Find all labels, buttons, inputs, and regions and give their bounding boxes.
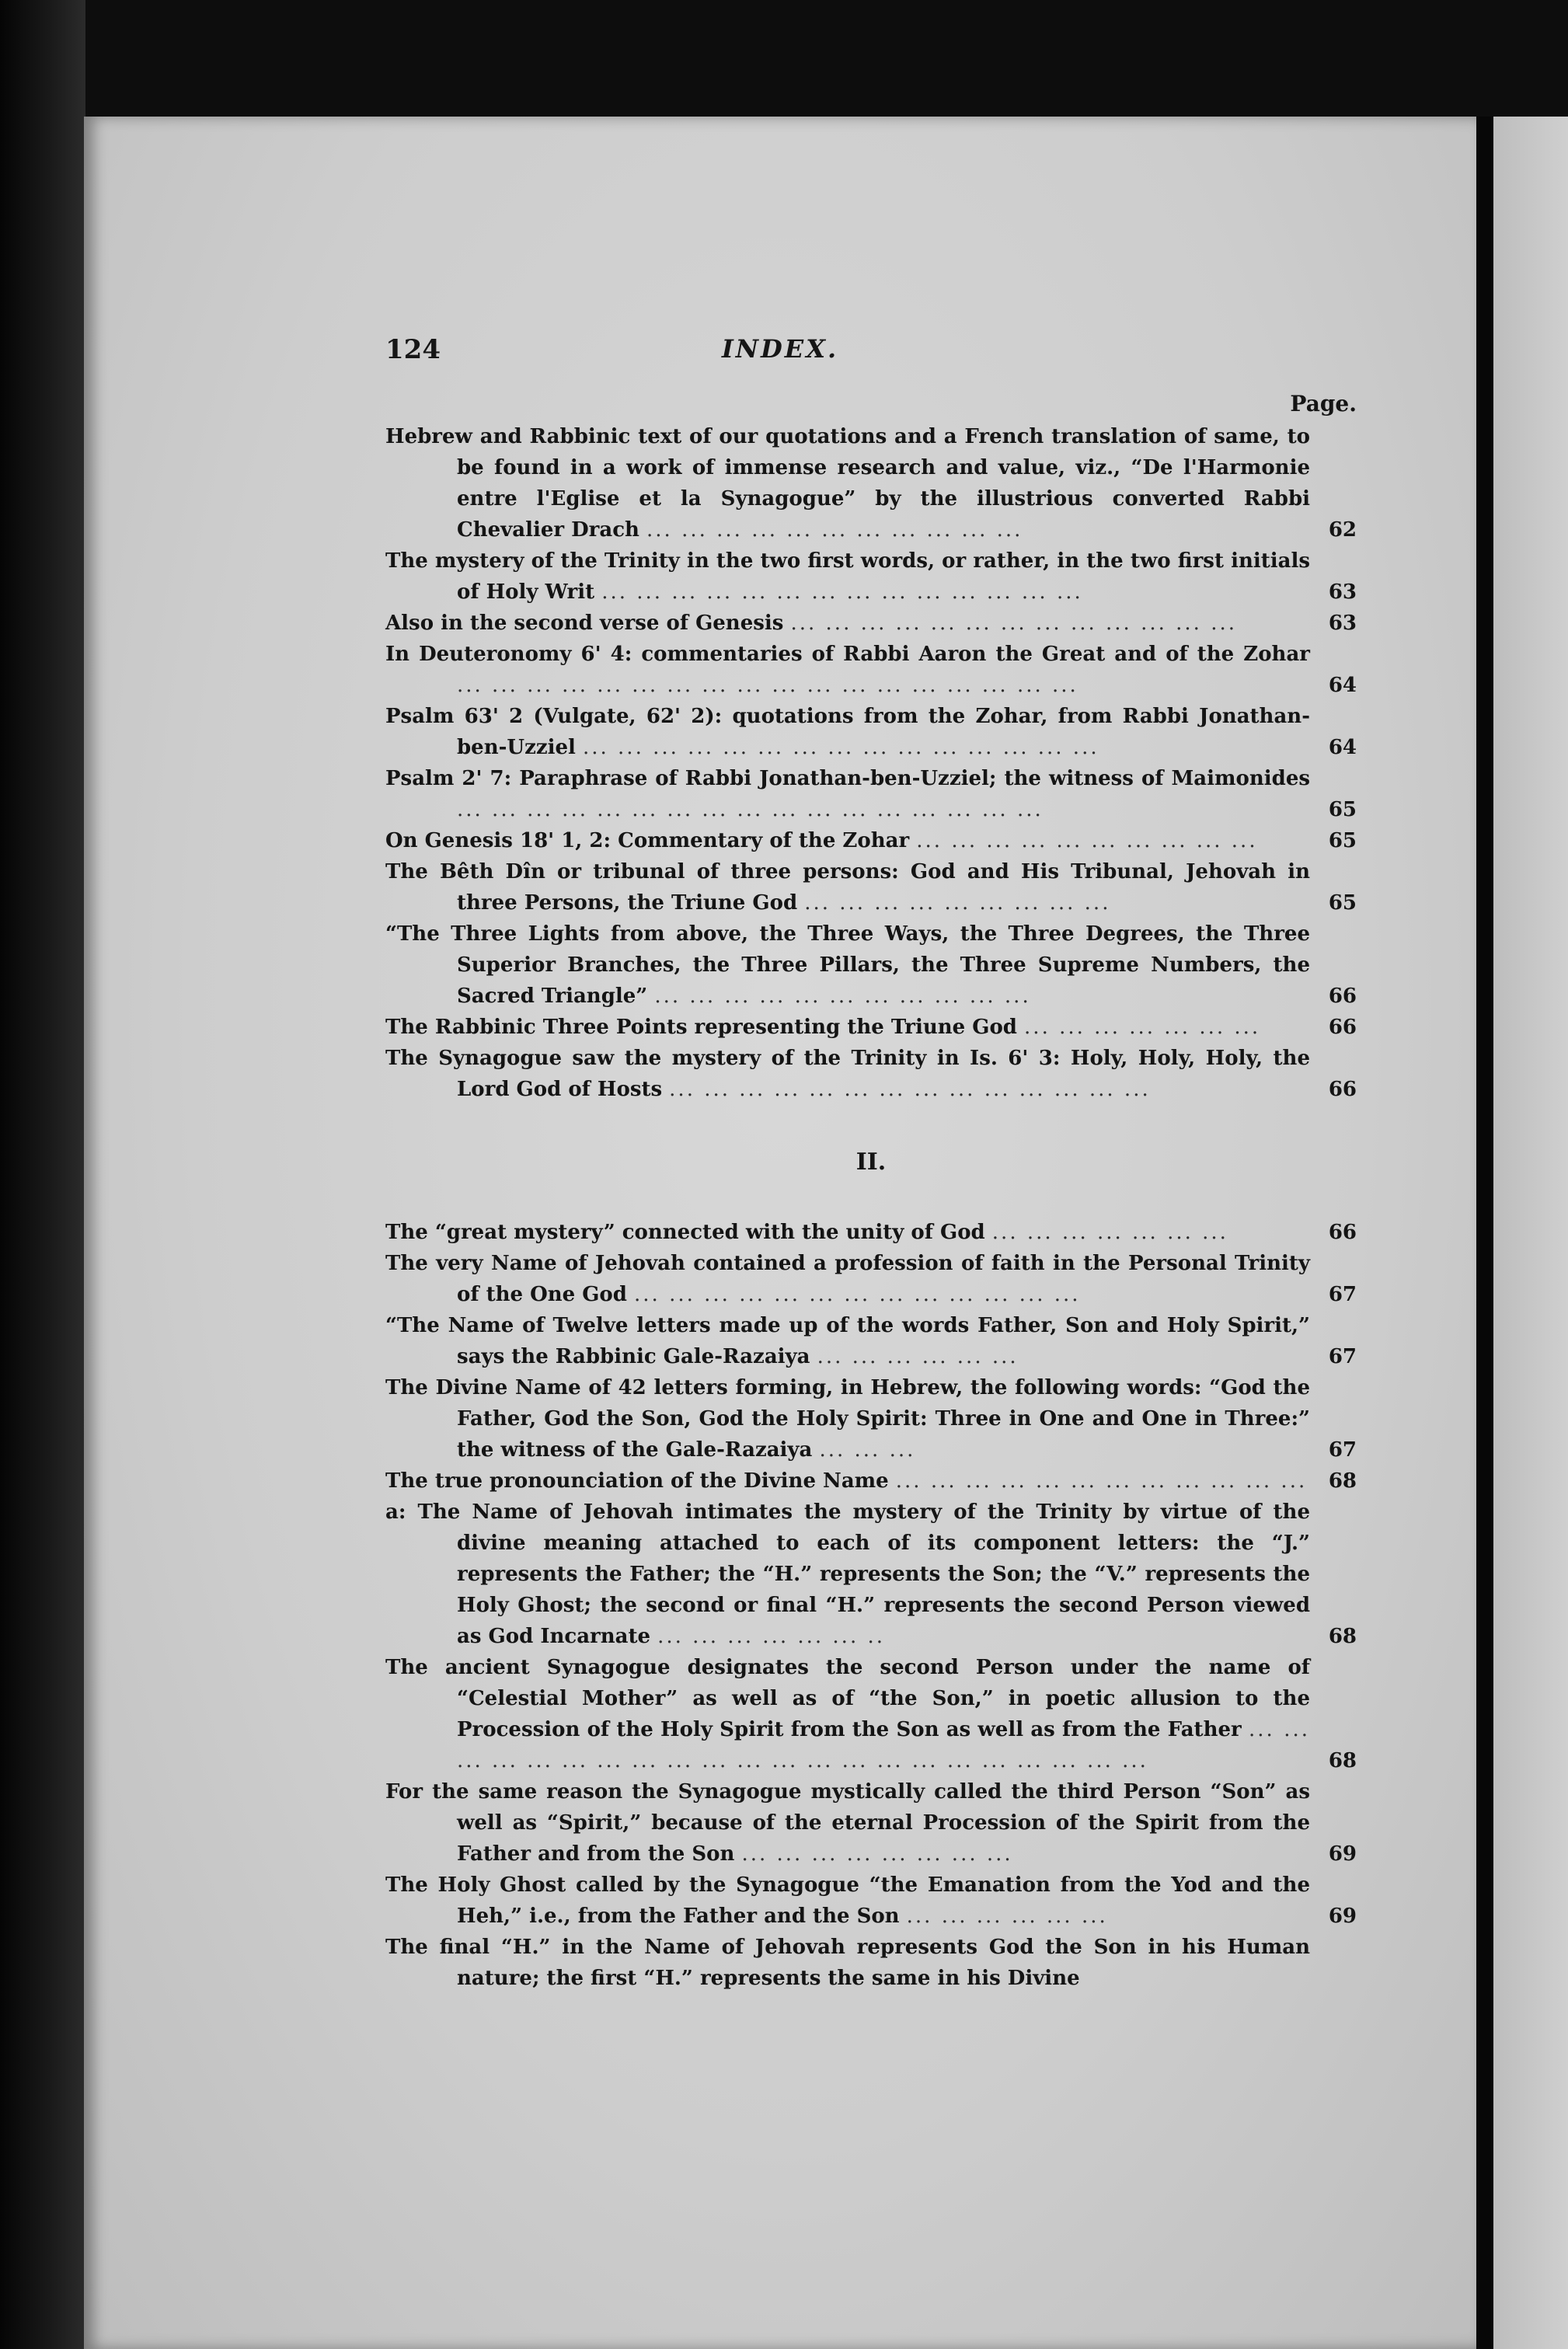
index-entry-page-ref: 64 — [1328, 736, 1357, 759]
index-entry-text: “The Name of Twelve letters made up of the words Father, Son and Holy Spirit,” says the Rabbinic Gale-Razaiya — [385, 1314, 1310, 1368]
dot-leader: ... ... ... ... ... ... ... ... — [741, 1842, 1013, 1866]
index-entry-page-ref: 65 — [1328, 891, 1357, 915]
index-entry-page-ref: 68 — [1328, 1749, 1357, 1772]
index-entry-text: The true pronounciation of the Divine Name — [385, 1469, 889, 1493]
index-entry — [385, 918, 1357, 1012]
index-entry — [385, 1310, 1357, 1372]
index-entry-text: The Synagogue saw the mystery of the Trinity in Is. 6' 3: Holy, Holy, Holy, the Lord God of Hosts — [385, 1047, 1310, 1101]
index-entry-text: a: The Name of Jehovah intimates the mystery of the Trinity by virtue of the divine meaning attached to each of its component letters: the “J.” represents the Father; the “H.” represents the Son; the “V.” represents the Holy Ghost; the second or final “H.” represents the second Person viewed as God Incarnate — [385, 1500, 1310, 1648]
index-entry-page-ref: 67 — [1328, 1283, 1357, 1306]
index-entry-text: The Holy Ghost called by the Synagogue “the Emanation from the Yod and the Heh,” i.e., from the Father and the Son — [385, 1873, 1310, 1928]
running-title: INDEX. — [721, 334, 839, 364]
index-entry — [385, 1932, 1357, 1994]
index-entry-page-ref: 63 — [1328, 580, 1357, 604]
dot-leader: ... ... ... ... ... ... ... ... ... ... ... ... ... — [634, 1283, 1081, 1306]
index-entry — [385, 421, 1357, 545]
index-entry — [385, 608, 1357, 639]
dot-leader: ... ... ... ... ... ... .. — [657, 1625, 886, 1648]
index-entry — [385, 763, 1357, 825]
index-entry — [385, 639, 1357, 701]
page-column-heading: Page. — [1290, 391, 1357, 416]
index-entry-text: “The Three Lights from above, the Three Ways, the Three Degrees, the Three Superior Branches, the Three Pillars, the Three Supreme Numbers, the Sacred Triangle” — [385, 922, 1310, 1008]
index-section-two — [385, 1217, 1357, 1994]
index-entry-page-ref: 67 — [1328, 1438, 1357, 1462]
index-entry-text: The “great mystery” connected with the unity of God — [385, 1221, 985, 1244]
dot-leader: ... ... ... ... ... ... ... ... ... ... ... ... ... ... — [601, 580, 1083, 604]
index-entry-page-ref: 66 — [1328, 1078, 1357, 1101]
dot-leader: ... ... ... ... ... ... ... ... ... ... ... ... ... ... ... ... ... ... — [457, 674, 1078, 697]
index-content — [385, 389, 1357, 1994]
index-entry-text: The Rabbinic Three Points representing the Triune God — [385, 1016, 1017, 1039]
dot-leader: ... ... ... ... ... ... ... ... ... ... ... — [646, 518, 1023, 542]
index-entry-text: The Divine Name of 42 letters forming, in Hebrew, the following words: “God the Father, God the Son, God the Holy Spirit: Three in One and One in Three:” the witness of the Gale-Razaiya — [385, 1376, 1310, 1462]
index-entry-page-ref: 63 — [1328, 612, 1357, 635]
index-entry — [385, 1043, 1357, 1105]
book-gutter — [1476, 117, 1493, 2349]
index-entry-text: On Genesis 18' 1, 2: Commentary of the Zohar — [385, 829, 910, 852]
index-entry-text: The final “H.” in the Name of Jehovah represents God the Son in his Human nature; the first “H.” represents the same in his Divine — [385, 1936, 1310, 1990]
index-entry-page-ref: 69 — [1328, 1842, 1357, 1866]
index-entry-page-ref: 67 — [1328, 1345, 1357, 1368]
index-entry-page-ref: 62 — [1328, 518, 1357, 542]
index-entry — [385, 1466, 1357, 1497]
index-entry — [385, 1012, 1357, 1043]
index-entry-text: The ancient Synagogue designates the second Person under the name of “Celestial Mother” as well as of “the Son,” in poetic allusion to the Procession of the Holy Spirit from the Son as well as from the Father — [385, 1656, 1310, 1741]
index-entry-text: In Deuteronomy 6' 4: commentaries of Rabbi Aaron the Great and of the Zohar — [385, 643, 1310, 666]
index-entry — [385, 856, 1357, 918]
book-page — [84, 117, 1476, 2349]
index-entry-page-ref: 68 — [1328, 1625, 1357, 1648]
dot-leader: ... ... ... ... ... ... ... ... ... ... ... ... ... ... ... ... ... ... ... ... ... ... — [457, 1718, 1310, 1772]
dot-leader: ... ... ... ... ... ... ... — [991, 1221, 1228, 1244]
index-entry — [385, 545, 1357, 608]
index-entry-page-ref: 66 — [1328, 1221, 1357, 1244]
index-entry-text: Psalm 2' 7: Paraphrase of Rabbi Jonathan-ben-Uzziel; the witness of Maimonides — [385, 767, 1310, 790]
dot-leader: ... ... ... ... ... ... ... ... ... ... ... — [654, 985, 1031, 1008]
index-entry-text: The very Name of Jehovah contained a profession of faith in the Personal Trinity of the One God — [385, 1252, 1310, 1306]
dot-leader: ... ... ... ... ... ... — [906, 1905, 1108, 1928]
dot-leader: ... ... ... ... ... ... ... ... ... ... ... ... ... ... ... ... ... — [457, 798, 1044, 821]
page-number: 124 — [385, 334, 441, 365]
dot-leader: ... ... ... ... ... ... — [817, 1345, 1019, 1368]
index-entry — [385, 701, 1357, 763]
index-entry-text: Psalm 63' 2 (Vulgate, 62' 2): quotations from the Zohar, from Rabbi Jonathan-ben-Uzziel — [385, 705, 1310, 759]
index-entry-page-ref: 68 — [1328, 1469, 1357, 1493]
index-entry-text: Hebrew and Rabbinic text of our quotations and a French translation of same, to be found in a work of immense research and value, viz., “De l'Harmonie entre l'Eglise et la Synagogue” by the illustrious converted Rabbi Chevalier Drach — [385, 425, 1310, 542]
index-entry — [385, 1497, 1357, 1652]
index-entry — [385, 1870, 1357, 1932]
index-entry-page-ref: 64 — [1328, 674, 1357, 697]
index-entry-page-ref: 66 — [1328, 985, 1357, 1008]
index-entry — [385, 1652, 1357, 1776]
index-entry — [385, 1248, 1357, 1310]
dot-leader: ... ... ... ... ... ... ... ... ... ... ... ... — [895, 1469, 1308, 1493]
dot-leader: ... ... ... ... ... ... ... ... ... ... ... ... ... — [790, 612, 1237, 635]
section-heading: II. — [855, 1148, 887, 1176]
dot-leader: ... ... ... ... ... ... ... — [1024, 1016, 1261, 1039]
dot-leader: ... ... ... ... ... ... ... ... ... ... — [916, 829, 1258, 852]
dot-leader: ... ... ... ... ... ... ... ... ... ... ... ... ... ... — [669, 1078, 1151, 1101]
facing-page-edge — [1493, 117, 1568, 2349]
index-entry — [385, 1776, 1357, 1870]
dot-leader: ... ... ... ... ... ... ... ... ... ... ... ... ... ... ... — [582, 736, 1099, 759]
index-entry-page-ref: 69 — [1328, 1905, 1357, 1928]
index-entry — [385, 825, 1357, 856]
index-entry-page-ref: 66 — [1328, 1016, 1357, 1039]
index-entry — [385, 1217, 1357, 1248]
dot-leader: ... ... ... ... ... ... ... ... ... — [804, 891, 1111, 915]
dot-leader: ... ... ... — [819, 1438, 916, 1462]
index-entry-page-ref: 65 — [1328, 798, 1357, 821]
index-entry — [385, 1372, 1357, 1466]
page-header — [84, 334, 1476, 381]
index-section-one — [385, 421, 1357, 1105]
scan-dark-border — [0, 0, 85, 2349]
index-entry-text: For the same reason the Synagogue mystically called the third Person “Son” as well as “Spirit,” because of the eternal Procession of the Spirit from the Father and from the Son — [385, 1780, 1310, 1866]
index-entry-text: Also in the second verse of Genesis — [385, 612, 784, 635]
index-entry-text: The Bêth Dîn or tribunal of three persons: God and His Tribunal, Jehovah in three Persons, the Triune God — [385, 860, 1310, 915]
index-entry-page-ref: 65 — [1328, 829, 1357, 852]
index-entry-text: The mystery of the Trinity in the two first words, or rather, in the two first initials of Holy Writ — [385, 549, 1310, 604]
